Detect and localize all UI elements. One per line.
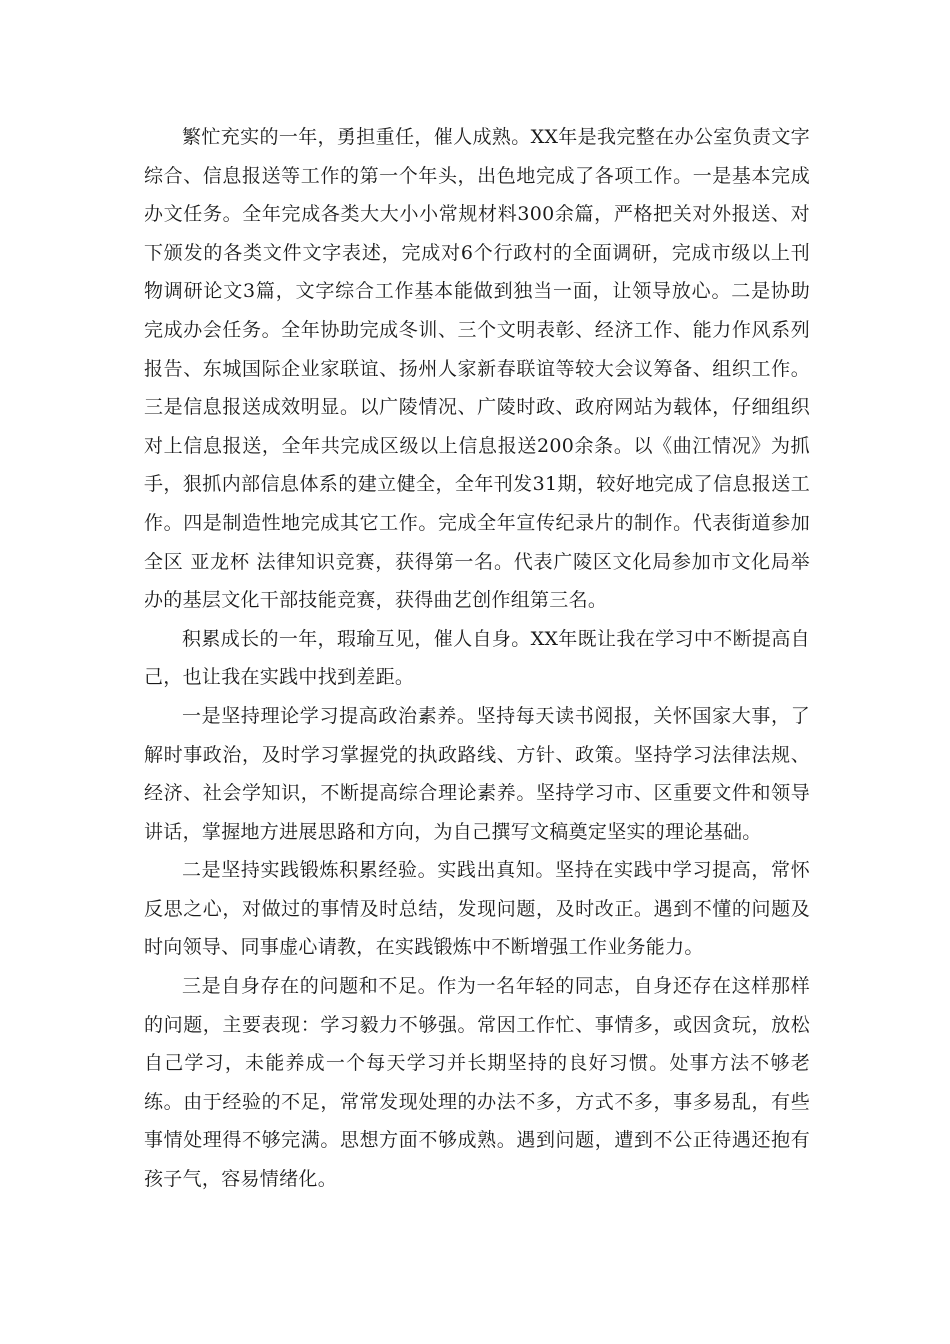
paragraph-practice-experience: 二是坚持实践锻炼积累经验。实践出真知。坚持在实践中学习提高，常怀反思之心，对做过的事情及时总结，发现问题，及时改正。遇到不懂的问题及时向领导、同事虚心请教，在实践锻炼中不断增强工作业务能力。 bbox=[144, 859, 810, 959]
paragraph-growth-intro: 积累成长的一年，瑕瑜互见，催人自身。XX年既让我在学习中不断提高自己，也让我在实践中找到差距。 bbox=[144, 627, 810, 689]
paragraph-theory-study: 一是坚持理论学习提高政治素养。坚持每天读书阅报，关怀国家大事，了解时事政治，及时学习掌握党的执政路线、方针、政策。坚持学习法律法规、经济、社会学知识，不断提高综合理论素养。坚持学习市、区重要文件和领导讲话，掌握地方进展思路和方向，为自己撰写文稿奠定坚实的理论基础。 bbox=[144, 704, 810, 843]
document-body bbox=[144, 118, 810, 1199]
paragraph-work-summary: 繁忙充实的一年，勇担重任，催人成熟。XX年是我完整在办公室负责文字综合、信息报送等工作的第一个年头，出色地完成了各项工作。一是基本完成办文任务。全年完成各类大大小小常规材料300余篇，严格把关对外报送、对下颁发的各类文件文字表述，完成对6个行政村的全面调研，完成市级以上刊物调研论文3篇，文字综合工作基本能做到独当一面，让领导放心。二是协助完成办会任务。全年协助完成冬训、三个文明表彰、经济工作、能力作风系列报告、东城国际企业家联谊、扬州人家新春联谊等较大会议筹备、组织工作。三是信息报送成效明显。以广陵情况、广陵时政、政府网站为载体，仔细组织对上信息报送，全年共完成区级以上信息报送200余条。以《曲江情况》为抓手，狠抓内部信息体系的建立健全，全年刊发31期，较好地完成了信息报送工作。四是制造性地完成其它工作。完成全年宣传纪录片的制作。代表街道参加全区 亚龙杯 法律知识竞赛，获得第一名。代表广陵区文化局参加市文化局举办的基层文化干部技能竞赛，获得曲艺创作组第三名。 bbox=[144, 126, 810, 612]
paragraph-problems-shortcomings: 三是自身存在的问题和不足。作为一名年轻的同志，自身还存在这样那样的问题，主要表现：学习毅力不够强。常因工作忙、事情多，或因贪玩，放松自己学习，未能养成一个每天学习并长期坚持的良好习惯。处事方法不够老练。由于经验的不足，常常发现处理的办法不多，方式不多，事多易乱，有些事情处理得不够完满。思想方面不够成熟。遇到问题，遭到不公正待遇还抱有孩子气，容易情绪化。 bbox=[144, 975, 810, 1191]
